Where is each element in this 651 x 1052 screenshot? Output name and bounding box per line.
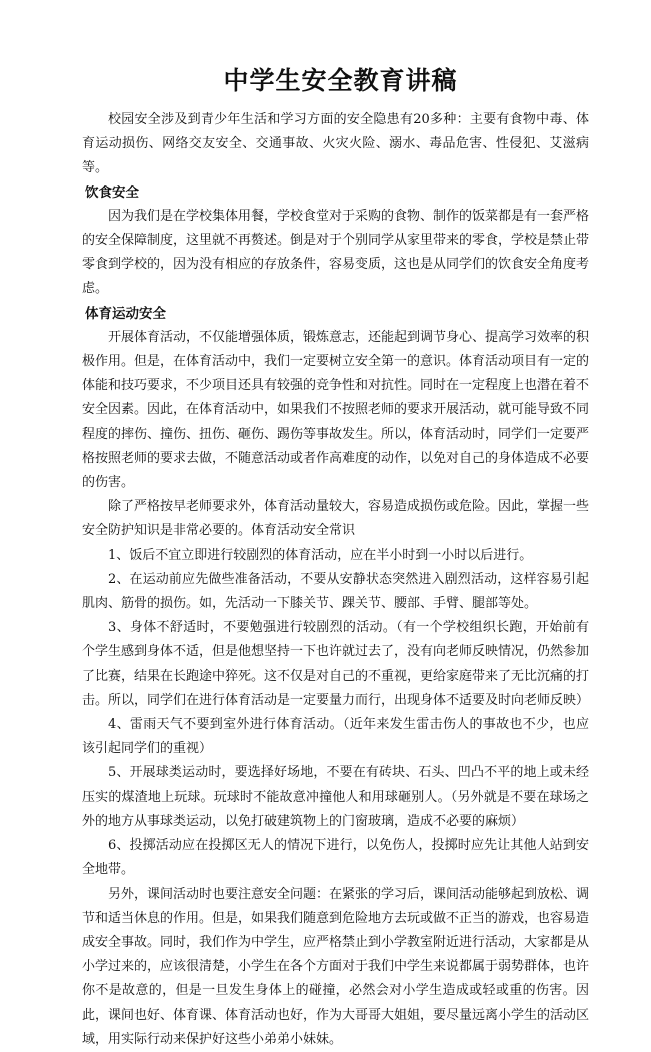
safety-tip-1: 1、饭后不宜立即进行较剧烈的体育活动，应在半小时到一小时以后进行。 [108,547,533,563]
safety-tip-6: 6、投掷活动应在投掷区无人的情况下进行，以免伤人，投掷时应先让其他人站到安全地带。 [82,838,589,878]
section-heading-sports-safety: 体育运动安全 [85,305,166,322]
section-heading-food-safety: 饮食安全 [85,184,139,201]
intro-paragraph: 校园安全涉及到青少年生活和学习方面的安全隐患有20多种：主要有食物中毒、体育运动损伤、网络交友安全、交通事故、火灾火险、溺水、毒品危害、性侵犯、艾滋病等。 [82,112,589,176]
sports-paragraph-1: 开展体育活动，不仅能增强体质，锻炼意志，还能起到调节身心、提高学习效率的积极作用。但是，在体育活动中，我们一定要树立安全第一的意识。体育活动项目有一定的体能和技巧要求，不少项目还具有较强的竞争性和对抗性。同时在一定程度上也潜在着不安全因素。因此，在体育活动中，如果我们不按照老师的要求开展活动，就可能导致不同程度的摔伤、撞伤、扭伤、砸伤、踢伤等事故发生。所以，体育活动时，同学们一定要严格按照老师的要求去做，不随意活动或者作高难度的动作，以免对自己的身体造成不必要的伤害。 [82,329,590,491]
page-title: 中学生安全教育讲稿 [223,66,458,95]
safety-tip-2: 2、在运动前应先做些准备活动，不要从安静状态突然进入剧烈活动，这样容易引起肌肉、筋骨的损伤。如，先活动一下膝关节、踝关节、腰部、手臂、腿部等处。 [82,571,589,612]
safety-tip-4: 4、雷雨天气不要到室外进行体育活动。（近年来发生雷击伤人的事故也不少，也应该引起同学们的重视） [82,717,589,757]
safety-tip-5: 5、开展球类运动时，要选择好场地，不要在有砖块、石头、凹凸不平的地上或未经压实的煤渣地上玩球。玩球时不能故意冲撞他人和用球砸别人。（另外就是不要在球场之外的地方从事球类运动，以免打破建筑物上的门窗玻璃，造成不必要的麻烦） [82,765,589,829]
sports-paragraph-2: 除了严格按早老师要求外，体育活动量较大，容易造成损伤或危险。因此，掌握一些安全防护知识是非常必要的。体育活动安全常识 [82,499,590,539]
recess-safety-paragraph: 另外，课间活动时也要注意安全问题：在紧张的学习后，课间活动能够起到放松、调节和适当休息的作用。但是，如果我们随意到危险地方去玩或做不正当的游戏，也容易造成安全事故。同时，我们作为中学生，应严格禁止到小学教室附近进行活动，大家都是从小学过来的，应该很清楚，小学生在各个方面对于我们中学生来说都属于弱势群体，也许你不是故意的，但是一旦发生身体上的碰撞，必然会对小学生造成或轻或重的伤害。因此，课间也好、体育课、体育活动也好，作为大哥哥大姐姐，要尽量远离小学生的活动区域，用实际行动来保护好这些小弟弟小妹妹。 [82,886,590,1047]
food-safety-paragraph: 因为我们是在学校集体用餐，学校食堂对于采购的食物、制作的饭菜都是有一套严格的安全保障制度，这里就不再赘述。倒是对于个别同学从家里带来的零食，学校是禁止带零食到学校的，因为没有相应的存放条件，容易变质，这也是从同学们的饮食安全角度考虑。 [82,208,590,297]
safety-tip-3: 3、身体不舒适时，不要勉强进行较剧烈的活动。（有一个学校组织长跑，开始前有个学生感到身体不适，但是他想坚持一下也许就过去了，没有向老师反映情况，仍然参加了比赛，结果在长跑途中猝死。这不仅是对自己的不重视，更给家庭带来了无比沉痛的打击。所以，同学们在进行体育活动是一定要量力而行，出现身体不适要及时向老师反映） [82,620,590,708]
